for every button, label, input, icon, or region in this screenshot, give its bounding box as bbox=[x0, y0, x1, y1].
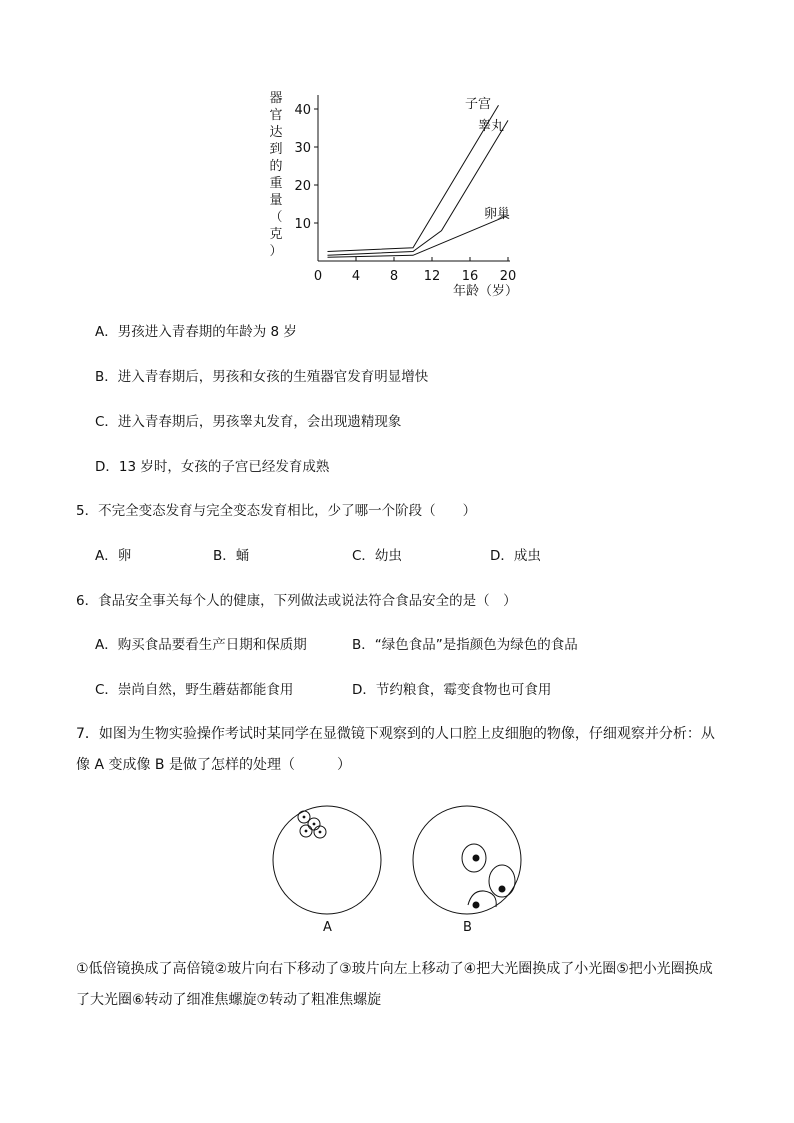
y-axis-label-char: 克 bbox=[269, 227, 283, 242]
q6-option-b: B．“绿色食品”是指颜色为绿色的食品 bbox=[352, 637, 578, 653]
view-a-field bbox=[273, 806, 381, 914]
q4-option-d: D．13 岁时，女孩的子宫已经发育成熟 bbox=[95, 459, 330, 475]
growth-chart-svg bbox=[260, 85, 540, 300]
view-b-cell-nucleus bbox=[473, 902, 480, 909]
x-tick-label: 20 bbox=[499, 269, 517, 284]
q5-option-c: C．幼虫 bbox=[352, 548, 402, 564]
x-tick-label: 4 bbox=[351, 269, 361, 284]
y-axis-label-char: 达 bbox=[269, 125, 283, 140]
y-axis-label-char: 的 bbox=[269, 159, 283, 174]
y-tick-label: 20 bbox=[294, 179, 311, 194]
testis-line bbox=[328, 120, 509, 255]
testis-label: 睾丸 bbox=[478, 119, 505, 134]
growth-chart bbox=[260, 85, 540, 300]
q7-choices-line-2: 了大光圈⑥转动了细准焦螺旋⑦转动了粗准焦螺旋 bbox=[76, 992, 382, 1008]
y-axis-label-char: 官 bbox=[269, 108, 283, 123]
view-a-cell-nucleus bbox=[313, 823, 316, 826]
y-axis-label-char: 量 bbox=[269, 193, 283, 208]
y-axis-ticks bbox=[294, 103, 318, 232]
q7-stem-line-1: 7．如图为生物实验操作考试时某同学在显微镜下观察到的人口腔上皮细胞的物像，仔细观察并分析：从 bbox=[76, 726, 715, 742]
q6-option-a: A．购买食品要看生产日期和保质期 bbox=[95, 637, 307, 653]
x-tick-label: 12 bbox=[423, 269, 441, 284]
q6-stem: 6．食品安全事关每个人的健康，下列做法或说法符合食品安全的是（ ） bbox=[76, 593, 517, 609]
view-a-cells bbox=[298, 811, 326, 838]
view-b-cell-partial bbox=[468, 891, 496, 907]
q7-choices-line-1: ①低倍镜换成了高倍镜②玻片向右下移动了③玻片向左上移动了④把大光圈换成了小光圈⑤把小光圈换成 bbox=[76, 961, 713, 977]
view-b-field bbox=[413, 806, 521, 914]
y-tick-label: 30 bbox=[294, 141, 311, 156]
view-a-label: A bbox=[323, 920, 332, 935]
view-b-cell-nucleus bbox=[499, 886, 506, 893]
view-b-label: B bbox=[463, 920, 472, 935]
y-axis-label-char: ） bbox=[269, 244, 283, 259]
q5-option-d: D．成虫 bbox=[490, 548, 541, 564]
x-tick-label: 16 bbox=[461, 269, 479, 284]
q5-stem: 5．不完全变态发育与完全变态发育相比，少了哪一个阶段（ ） bbox=[76, 503, 477, 519]
series-labels bbox=[465, 97, 510, 222]
x-axis-label: 年龄（岁） bbox=[453, 284, 519, 299]
view-a-cell-nucleus bbox=[319, 831, 322, 834]
y-axis-label-char: 器 bbox=[269, 91, 283, 106]
q5-option-a: A．卵 bbox=[95, 548, 132, 564]
q6-option-d: D．节约粮食，霉变食物也可食用 bbox=[352, 682, 552, 698]
x-tick-label: 8 bbox=[389, 269, 399, 284]
q4-option-a: A．男孩进入青春期的年龄为 8 岁 bbox=[95, 324, 297, 340]
q4-option-b: B．进入青春期后，男孩和女孩的生殖器官发育明显增快 bbox=[95, 369, 429, 385]
y-tick-label: 40 bbox=[294, 103, 311, 118]
microscope-figure bbox=[262, 795, 532, 940]
y-axis-label bbox=[269, 91, 282, 259]
q6-option-c: C．崇尚自然，野生蘑菇都能食用 bbox=[95, 682, 294, 698]
x-tick-label: 0 bbox=[313, 269, 323, 284]
view-b-cell-nucleus bbox=[473, 855, 480, 862]
view-a-cell-nucleus bbox=[305, 830, 308, 833]
q5-option-b: B．蛹 bbox=[213, 548, 250, 564]
ovary-line bbox=[328, 215, 509, 257]
y-axis-label-char: 到 bbox=[269, 142, 283, 157]
view-b-cells bbox=[462, 844, 515, 909]
y-axis-label-char: （ bbox=[269, 210, 283, 225]
q7-stem-line-2: 像 A 变成像 B 是做了怎样的处理（ ） bbox=[76, 757, 351, 773]
ovary-label: 卵巢 bbox=[484, 207, 511, 222]
y-axis-label-char: 重 bbox=[269, 176, 283, 191]
view-a-cell-nucleus bbox=[303, 816, 306, 819]
y-tick-label: 10 bbox=[294, 217, 311, 232]
q4-option-c: C．进入青春期后，男孩睾丸发育，会出现遗精现象 bbox=[95, 414, 402, 430]
uterus-label: 子宫 bbox=[465, 97, 492, 112]
